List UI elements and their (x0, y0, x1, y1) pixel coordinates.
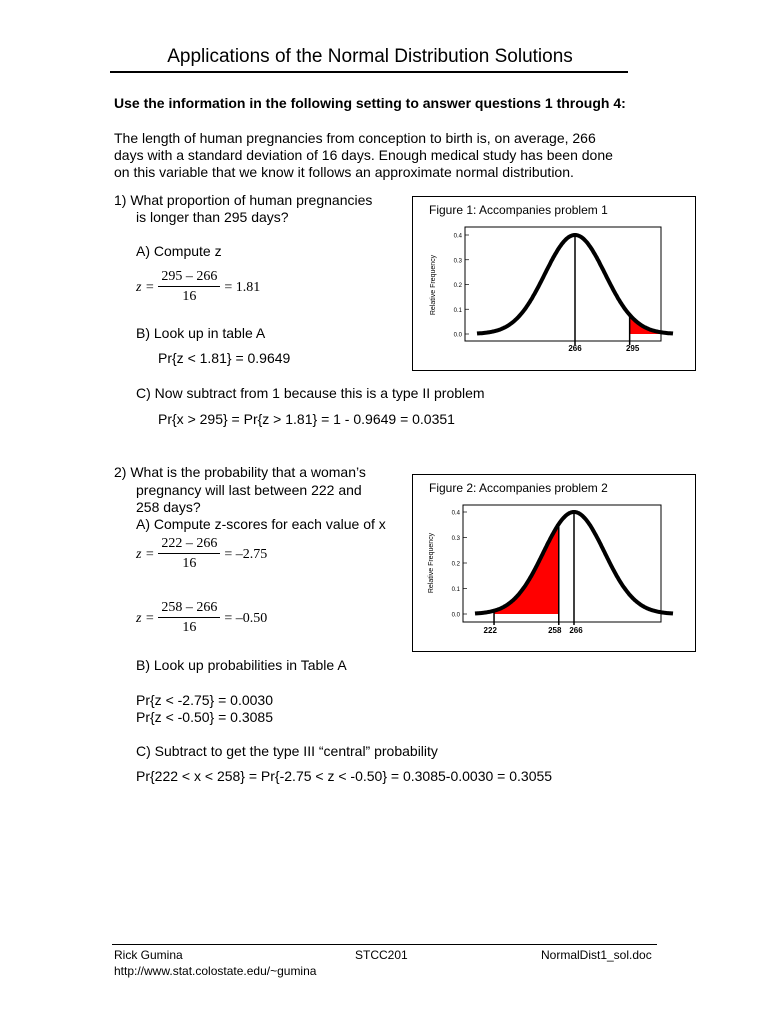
setting-line: days with a standard deviation of 16 days. Enough medical study has been done (114, 147, 613, 163)
z1-lhs: z = (136, 546, 155, 562)
ytick-label: 0.4 (453, 233, 462, 240)
figure1-yticks (454, 234, 469, 339)
problem1-question-line2: is longer than 295 days? (136, 209, 289, 225)
problem1-lookup: Pr{z < 1.81} = 0.9649 (158, 350, 291, 366)
problem2-lookup1: Pr{z < -2.75} = 0.0030 (136, 692, 273, 708)
problem1-step-b: B) Look up in table A (136, 325, 266, 341)
footer-filename: NormalDist1_sol.doc (541, 948, 652, 962)
problem2-z1-equation (136, 535, 267, 574)
z-numerator: 295 – 266 (158, 268, 220, 287)
figure1-xlabel-295: 295 (625, 344, 640, 353)
ytick-label: 0.0 (453, 332, 462, 339)
setting-line: The length of human pregnancies from conception to birth is, on average, 266 (114, 130, 596, 146)
title-underline (110, 71, 628, 73)
z2-fraction (158, 599, 220, 638)
z1-result: = –2.75 (224, 546, 268, 562)
z-lhs: z = (136, 279, 155, 295)
ytick-label: 0.4 (451, 510, 460, 517)
figure1-xlabel-266: 266 (568, 344, 582, 353)
figure2-chart (413, 475, 695, 651)
figure2-xlabel-258: 258 (548, 626, 562, 635)
figure2-xlabel-266: 266 (569, 626, 583, 635)
problem1-step-c: C) Now subtract from 1 because this is a type II problem (136, 385, 485, 401)
z2-numerator: 258 – 266 (158, 599, 220, 618)
figure1-caption: Figure 1: Accompanies problem 1 (429, 203, 608, 217)
ytick-label: 0.3 (453, 258, 462, 265)
problem2-step-a: A) Compute z-scores for each value of x (136, 516, 386, 532)
figure2-ylabel: Relative Frequency (428, 532, 435, 594)
figure2-box (412, 474, 696, 652)
page-title: Applications of the Normal Distribution Solutions (167, 46, 573, 67)
problem2-answer: Pr{222 < x < 258} = Pr{-2.75 < z < -0.50} = 0.3085-0.0030 = 0.3055 (136, 768, 553, 784)
problem1-answer: Pr{x > 295} = Pr{z > 1.81} = 1 - 0.9649 = 0.0351 (158, 411, 455, 427)
z1-numerator: 222 – 266 (158, 535, 220, 554)
z1-fraction (158, 535, 220, 574)
instruction-heading: Use the information in the following setting to answer questions 1 through 4: (114, 95, 626, 111)
figure1-chart (413, 197, 695, 370)
problem2-z2-equation (136, 599, 267, 638)
ytick-label: 0.3 (451, 536, 460, 542)
z2-lhs: z = (136, 610, 155, 626)
z-result: = 1.81 (224, 279, 261, 295)
footer-course: STCC201 (355, 948, 408, 962)
problem1-question-line1: 1) What proportion of human pregnancies (114, 192, 373, 208)
ytick-label: 0.1 (453, 307, 462, 314)
z-fraction (158, 268, 220, 307)
problem2-question-line3: 258 days? (136, 499, 201, 515)
ytick-label: 0.2 (451, 561, 460, 568)
problem1-step-a: A) Compute z (136, 243, 222, 259)
footer-url: http://www.stat.colostate.edu/~gumina (114, 964, 317, 978)
figure2-yticks (452, 511, 467, 619)
ytick-label: 0.1 (451, 587, 460, 593)
z2-denominator: 16 (182, 620, 197, 635)
z1-denominator: 16 (182, 556, 197, 571)
figure2-caption: Figure 2: Accompanies problem 2 (429, 481, 608, 495)
figure1-ylabel: Relative Frequency (430, 254, 437, 316)
z-denominator: 16 (182, 289, 197, 304)
ytick-label: 0.0 (451, 612, 460, 619)
figure2-xlabel-222: 222 (483, 626, 497, 635)
problem2-lookup2: Pr{z < -0.50} = 0.3085 (136, 709, 273, 725)
problem2-question-line2: pregnancy will last between 222 and (136, 482, 362, 498)
footer-rule (112, 944, 657, 945)
ytick-label: 0.2 (453, 283, 462, 289)
z2-result: = –0.50 (224, 610, 268, 626)
problem2-step-b: B) Look up probabilities in Table A (136, 657, 347, 673)
setting-line: on this variable that we know it follows an approximate normal distribution. (114, 164, 574, 180)
setting-paragraph (114, 130, 674, 181)
problem1-z-equation (136, 268, 260, 307)
figure1-box (412, 196, 696, 371)
problem2-question-line1: 2) What is the probability that a woman’s (114, 464, 366, 480)
footer-author: Rick Gumina (114, 948, 183, 962)
problem2-step-c: C) Subtract to get the type III “central” probability (136, 743, 438, 759)
